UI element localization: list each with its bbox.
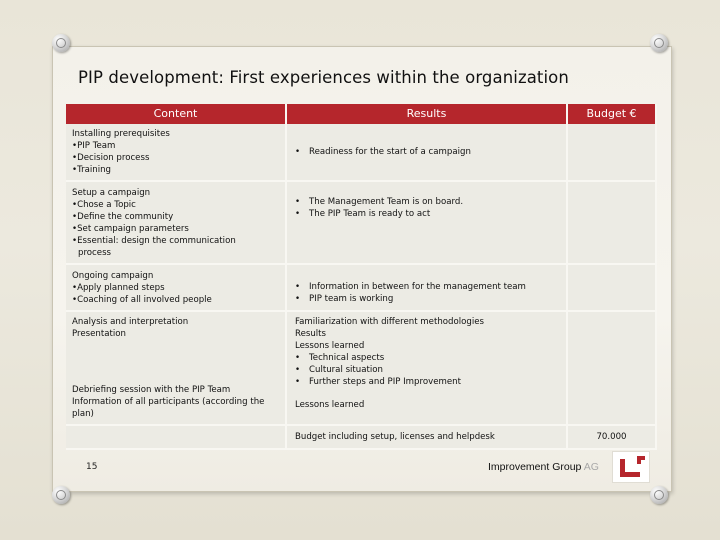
content-line: Debriefing session with the PIP Team <box>72 385 231 395</box>
header-content: Content <box>66 104 287 124</box>
pip-table <box>66 104 657 450</box>
content-cell <box>66 182 287 265</box>
results-bullet: • The PIP Team is ready to act <box>295 208 560 220</box>
results-line: Lessons learned <box>295 400 365 410</box>
results-cell <box>287 265 568 312</box>
table-row <box>66 312 657 426</box>
content-line: Presentation <box>72 329 126 339</box>
results-bullet: • Readiness for the start of a campaign <box>295 146 560 158</box>
content-bullet: • Coaching of all involved people <box>72 294 279 306</box>
content-bullet: • Set campaign parameters <box>72 223 279 235</box>
pin-icon-top-right <box>650 34 668 52</box>
company-name-main: Improvement Group <box>488 461 582 473</box>
results-bullet: • Cultural situation <box>295 364 560 376</box>
content-title: Installing prerequisites <box>72 129 170 139</box>
content-cell <box>66 426 287 450</box>
results-cell <box>287 312 568 426</box>
header-results: Results <box>287 104 568 124</box>
results-line: Results <box>295 329 327 339</box>
budget-cell <box>568 124 657 182</box>
results-cell <box>287 182 568 265</box>
content-title: Ongoing campaign <box>72 270 154 281</box>
table-row <box>66 124 657 182</box>
budget-cell <box>568 265 657 312</box>
content-bullet: • Essential: design the communication <box>72 235 279 247</box>
results-bullet: • Technical aspects <box>295 352 560 364</box>
content-title: Setup a campaign <box>72 187 151 198</box>
improvement-group-logo-icon <box>612 451 650 483</box>
results-cell <box>287 124 568 182</box>
table-header-row <box>66 104 657 124</box>
content-bullet: • Training <box>72 164 279 176</box>
pin-icon-bottom-left <box>52 486 70 504</box>
slide-title: PIP development: First experiences within the organization <box>78 68 569 87</box>
header-budget: Budget € <box>568 104 657 124</box>
content-bullet: • Define the community <box>72 211 279 223</box>
results-line: Familiarization with different methodologies <box>295 317 485 327</box>
content-line: Analysis and interpretation <box>72 317 189 327</box>
pin-icon-bottom-right <box>650 486 668 504</box>
company-name <box>488 461 599 473</box>
budget-cell <box>568 182 657 265</box>
content-bullet: • PIP Team <box>72 140 279 152</box>
content-bullet: • Apply planned steps <box>72 282 279 294</box>
table-row <box>66 182 657 265</box>
results-bullet: • Information in between for the management team <box>295 281 560 293</box>
budget-cell <box>568 312 657 426</box>
results-cell: Budget including setup, licenses and helpdesk <box>287 426 568 450</box>
budget-cell: 70.000 <box>568 426 657 450</box>
pin-icon-top-left <box>52 34 70 52</box>
logo-mark-icon <box>613 452 649 482</box>
content-cell <box>66 124 287 182</box>
page-number: 15 <box>86 462 98 472</box>
results-line: Lessons learned <box>295 341 365 351</box>
results-bullet: • PIP team is working <box>295 293 560 305</box>
content-bullet: • Decision process <box>72 152 279 164</box>
table-row <box>66 265 657 312</box>
results-bullet: • Further steps and PIP Improvement <box>295 376 560 388</box>
content-line: Information of all participants (according the plan) <box>72 397 265 419</box>
table-row <box>66 426 657 450</box>
content-bullet-continuation: process <box>78 247 112 258</box>
content-bullet: • Chose a Topic <box>72 199 279 211</box>
results-bullet: • The Management Team is on board. <box>295 196 560 208</box>
company-name-suffix: AG <box>583 461 599 473</box>
content-cell <box>66 312 287 426</box>
content-cell <box>66 265 287 312</box>
